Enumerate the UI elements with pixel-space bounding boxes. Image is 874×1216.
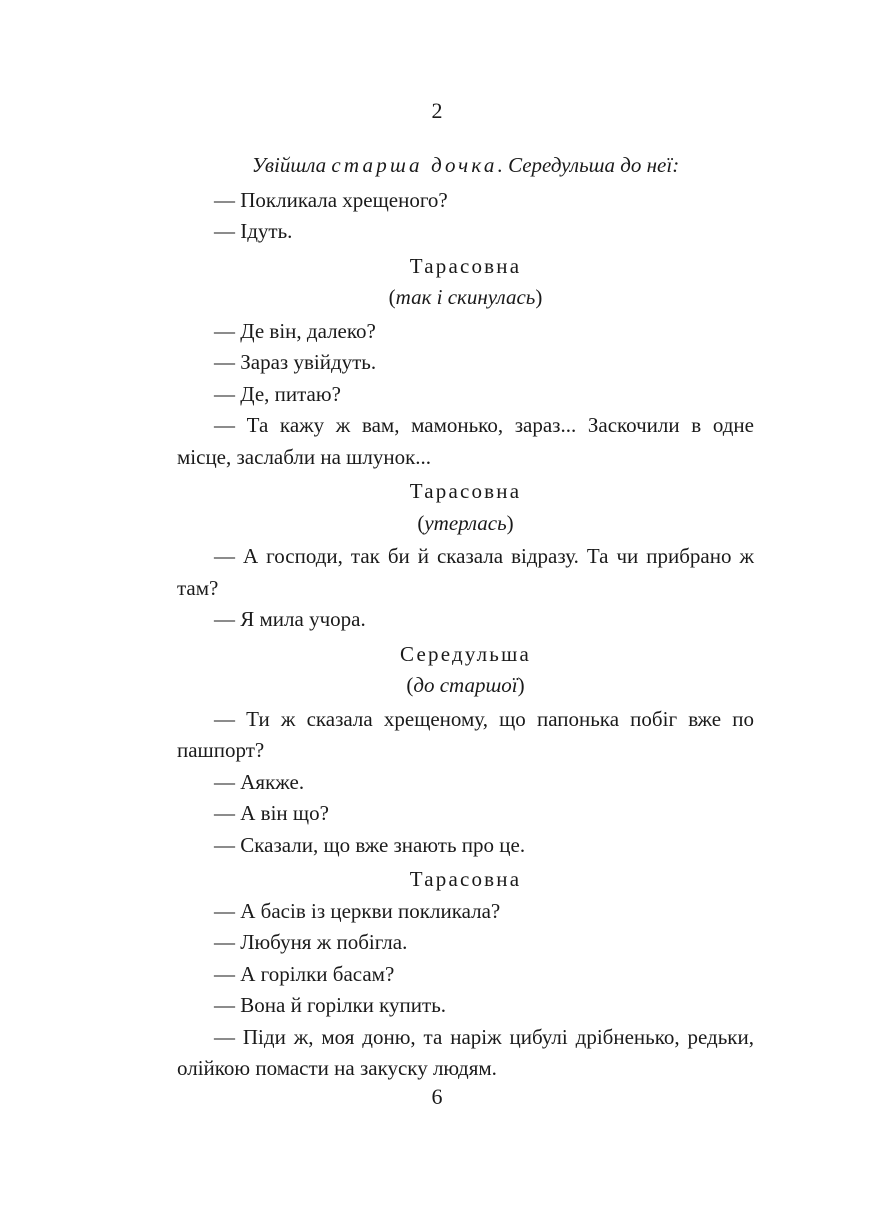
dialogue-line: — Любуня ж побігла. bbox=[214, 930, 408, 954]
stage-direction-character: старша дочка bbox=[331, 153, 498, 177]
stage-remark: (утерлась) bbox=[417, 510, 514, 535]
speaker-name: Середульша bbox=[400, 641, 531, 666]
stage-direction-part: . Середульша до неї: bbox=[497, 153, 680, 177]
dialogue-line: — Де, питаю? bbox=[214, 381, 341, 406]
speaker-name: Тарасовна bbox=[409, 479, 522, 503]
dialogue-line: — А басів із церкви покликала? bbox=[214, 898, 501, 923]
dialogue-line: — Піди ж, моя доню, та наріж цибулі дрібненько, редьки, олійкою помасти на закуску людям. bbox=[177, 1024, 754, 1080]
stage-remark-text: так і скинулась bbox=[395, 285, 536, 309]
dialogue-line: — Ідуть. bbox=[214, 219, 293, 243]
dialogue bbox=[177, 185, 754, 1085]
dialogue-line: — Покликала хрещеного? bbox=[214, 187, 448, 212]
dialogue-line: — Вона й горілки купить. bbox=[214, 993, 447, 1017]
scene-number: 2 bbox=[431, 98, 443, 123]
page-number: 6 bbox=[431, 1084, 443, 1109]
play-text bbox=[177, 150, 754, 1085]
dialogue-line: — Сказали, що вже знають про це. bbox=[214, 832, 526, 857]
dialogue-line: — Я мила учора. bbox=[214, 607, 366, 631]
dialogue-line: — А горілки басам? bbox=[214, 961, 395, 986]
dialogue-line: — Ти ж сказала хрещеному, що папонька побіг вже по пашпорт? bbox=[177, 706, 754, 762]
stage-remark: (до старшої) bbox=[406, 673, 525, 697]
dialogue-line: — Зараз увійдуть. bbox=[214, 350, 377, 374]
stage-remark: (так і скинулась) bbox=[388, 285, 543, 309]
dialogue-line: — А господи, так би й сказала відразу. Та чи прибрано ж там? bbox=[177, 544, 754, 600]
stage-remark-text: до старшої bbox=[413, 673, 518, 697]
dialogue-line: — А він що? bbox=[214, 801, 329, 825]
stage-direction-part: Увійшла bbox=[251, 153, 332, 177]
speaker-name: Тарасовна bbox=[409, 867, 522, 891]
dialogue-line: — Та кажу ж вам, мамонько, зараз... Заскочили в одне місце, заслабли на шлунок... bbox=[177, 413, 754, 469]
speaker-name: Тарасовна bbox=[409, 253, 522, 278]
stage-remark-text: утерлась bbox=[424, 510, 507, 535]
dialogue-line: — Аякже. bbox=[214, 769, 305, 794]
dialogue-line: — Де він, далеко? bbox=[214, 318, 376, 343]
stage-direction bbox=[177, 150, 754, 182]
